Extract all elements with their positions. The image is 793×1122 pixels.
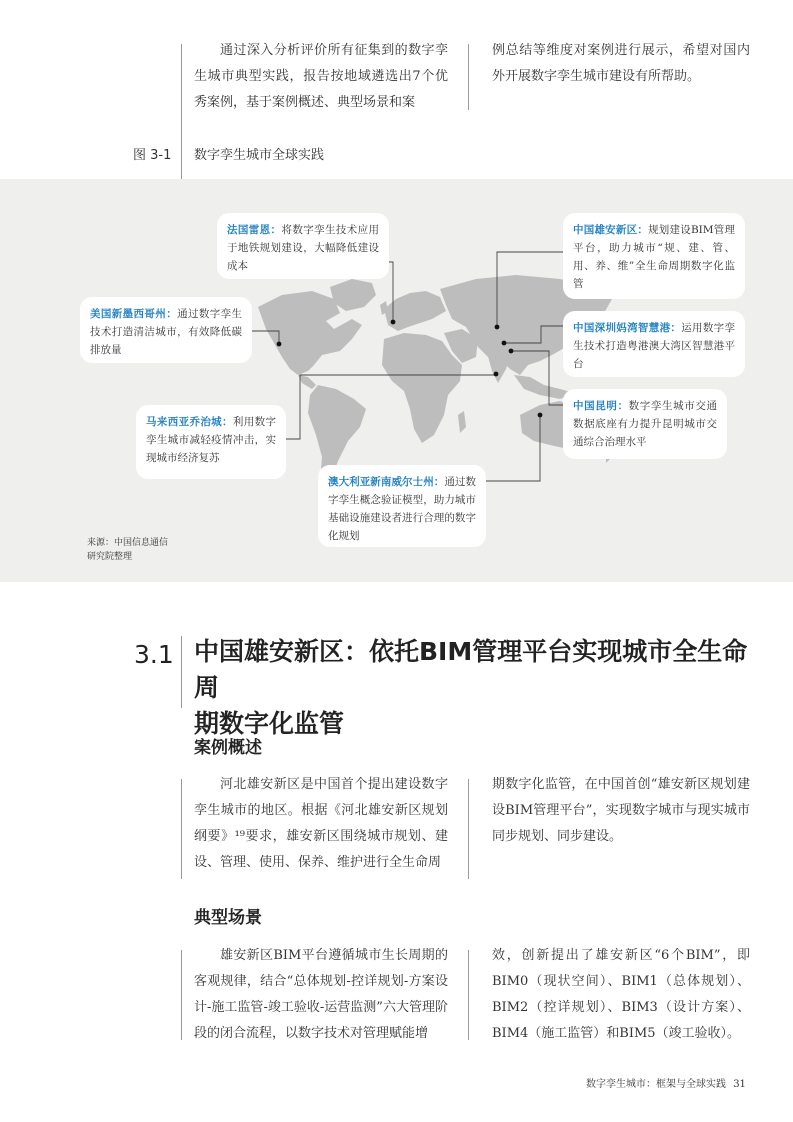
overview-heading: 案例概述 <box>194 738 262 758</box>
callout-usa-text: 通过数字孪生技术打造清洁城市，有效降低碳排放量 <box>90 308 243 356</box>
callout-usa-location: 美国新墨西哥州： <box>90 308 178 320</box>
world-map-figure <box>0 179 793 582</box>
callout-malaysia-location: 马来西亚乔治城： <box>146 416 233 428</box>
intro-right-text: 例总结等维度对案例进行展示，希望对国内外开展数字孪生城市建设有所帮助。 <box>492 43 750 84</box>
callout-kunming-text: 数字孪生城市交通数据底座有力提升昆明城市交通综合治理水平 <box>573 400 717 448</box>
callout-china-xiongan <box>563 213 745 299</box>
callout-france-text: 将数字孪生技术应用于地铁规划建设，大幅降低建设成本 <box>227 224 380 272</box>
marker-new-mexico <box>277 342 282 347</box>
scenario-left-paragraph <box>194 943 448 1047</box>
overview-divider-left <box>181 779 182 879</box>
marker-kunming <box>509 349 514 354</box>
intro-left-paragraph <box>194 38 448 116</box>
overview-divider-mid <box>468 779 469 879</box>
intro-left-text: 通过深入分析评价所有征集到的数字孪生城市典型实践，报告按地域遴选出7个优秀案例，基于案例概述、典型场景和案 <box>194 43 448 110</box>
section-number: 3.1 <box>134 640 174 669</box>
callout-france-location: 法国雷恩： <box>227 224 282 236</box>
callout-china-shenzhen <box>563 311 745 377</box>
callout-malaysia-george-town <box>136 405 286 479</box>
figure-label: 图 3-1 <box>133 148 172 163</box>
overview-right-paragraph <box>492 772 750 850</box>
callout-xiongan-location: 中国雄安新区： <box>573 224 649 236</box>
marker-rennes <box>391 320 396 325</box>
africa-shape <box>382 333 462 443</box>
page-number: 31 <box>733 1079 746 1090</box>
figure-source <box>87 536 168 564</box>
marker-george-town <box>494 372 499 377</box>
scenario-right-text: 效，创新提出了雄安新区“6个BIM”，即BIM0（现状空间）、BIM1（总体规划）、BIM2（控详规划）、BIM3（设计方案）、BIM4（施工监管）和BIM5（竣工验收）。 <box>492 948 750 1041</box>
callout-kunming-location: 中国昆明： <box>573 400 629 412</box>
intro-divider-mid <box>468 44 469 110</box>
central-america-shape <box>298 375 316 389</box>
marker-shenzhen <box>502 341 507 346</box>
callout-australia-nsw <box>318 465 486 547</box>
marker-new-south-wales <box>538 413 543 418</box>
scenario-right-paragraph <box>492 943 750 1047</box>
page-footer <box>586 1075 746 1090</box>
section-title-line2: 期数字化监管 <box>194 709 345 738</box>
callout-usa-new-mexico <box>80 297 252 363</box>
intro-divider-left <box>181 44 182 179</box>
intro-right-paragraph <box>492 38 750 90</box>
scenario-divider-mid <box>468 950 469 1040</box>
scenario-left-text: 雄安新区BIM平台遵循城市生长周期的客观规律，结合“总体规划-控详规划-方案设计-施工监管-竣工验收-运营监测”六大管理阶段的闭合流程，以数字技术对管理赋能增 <box>194 948 448 1041</box>
footer-title: 数字孪生城市：框架与全球实践 <box>586 1079 726 1090</box>
section-title-line1: 中国雄安新区：依托BIM管理平台实现城市全生命周 <box>194 637 748 702</box>
scenario-divider-left <box>181 950 182 1040</box>
figure-source-line2: 研究院整理 <box>87 552 133 562</box>
scenario-heading: 典型场景 <box>194 908 262 928</box>
overview-left-paragraph <box>194 772 448 876</box>
callout-china-kunming <box>563 389 727 459</box>
marker-xiongan <box>495 325 500 330</box>
callout-malaysia-text: 利用数字孪生城市减轻疫情冲击，实现城市经济复苏 <box>146 416 277 464</box>
callout-shenzhen-text: 运用数字孪生技术打造粤港澳大湾区智慧港平台 <box>573 322 736 370</box>
callout-xiongan-text: 规划建设BIM管理平台，助力城市“规、建、管、用、养、维”全生命周期数字化监管 <box>573 224 736 290</box>
madagascar-shape <box>458 411 466 433</box>
callout-australia-location: 澳大利亚新南威尔士州： <box>328 476 445 488</box>
figure-title: 数字孪生城市全球实践 <box>194 148 325 163</box>
callout-australia-text: 通过数字孪生概念验证模型，助力城市基础设施建设者进行合理的数字化规划 <box>328 476 477 542</box>
overview-right-text: 期数字化监管，在中国首创“雄安新区规划建设BIM管理平台”，实现数字城市与现实城市同步规划、同步建设。 <box>492 777 750 844</box>
section-title <box>194 634 754 742</box>
figure-source-line1: 来源：中国信息通信 <box>87 538 169 548</box>
section-heading-divider <box>181 636 182 708</box>
overview-left-text: 河北雄安新区是中国首个提出建设数字孪生城市的地区。根据《河北雄安新区规划纲要》¹⁹要求，雄安新区围绕城市规划、建设、管理、使用、保养、维护进行全生命周 <box>194 777 448 870</box>
callout-shenzhen-location: 中国深圳妈湾智慧港： <box>573 322 682 334</box>
callout-france-rennes <box>217 213 389 279</box>
